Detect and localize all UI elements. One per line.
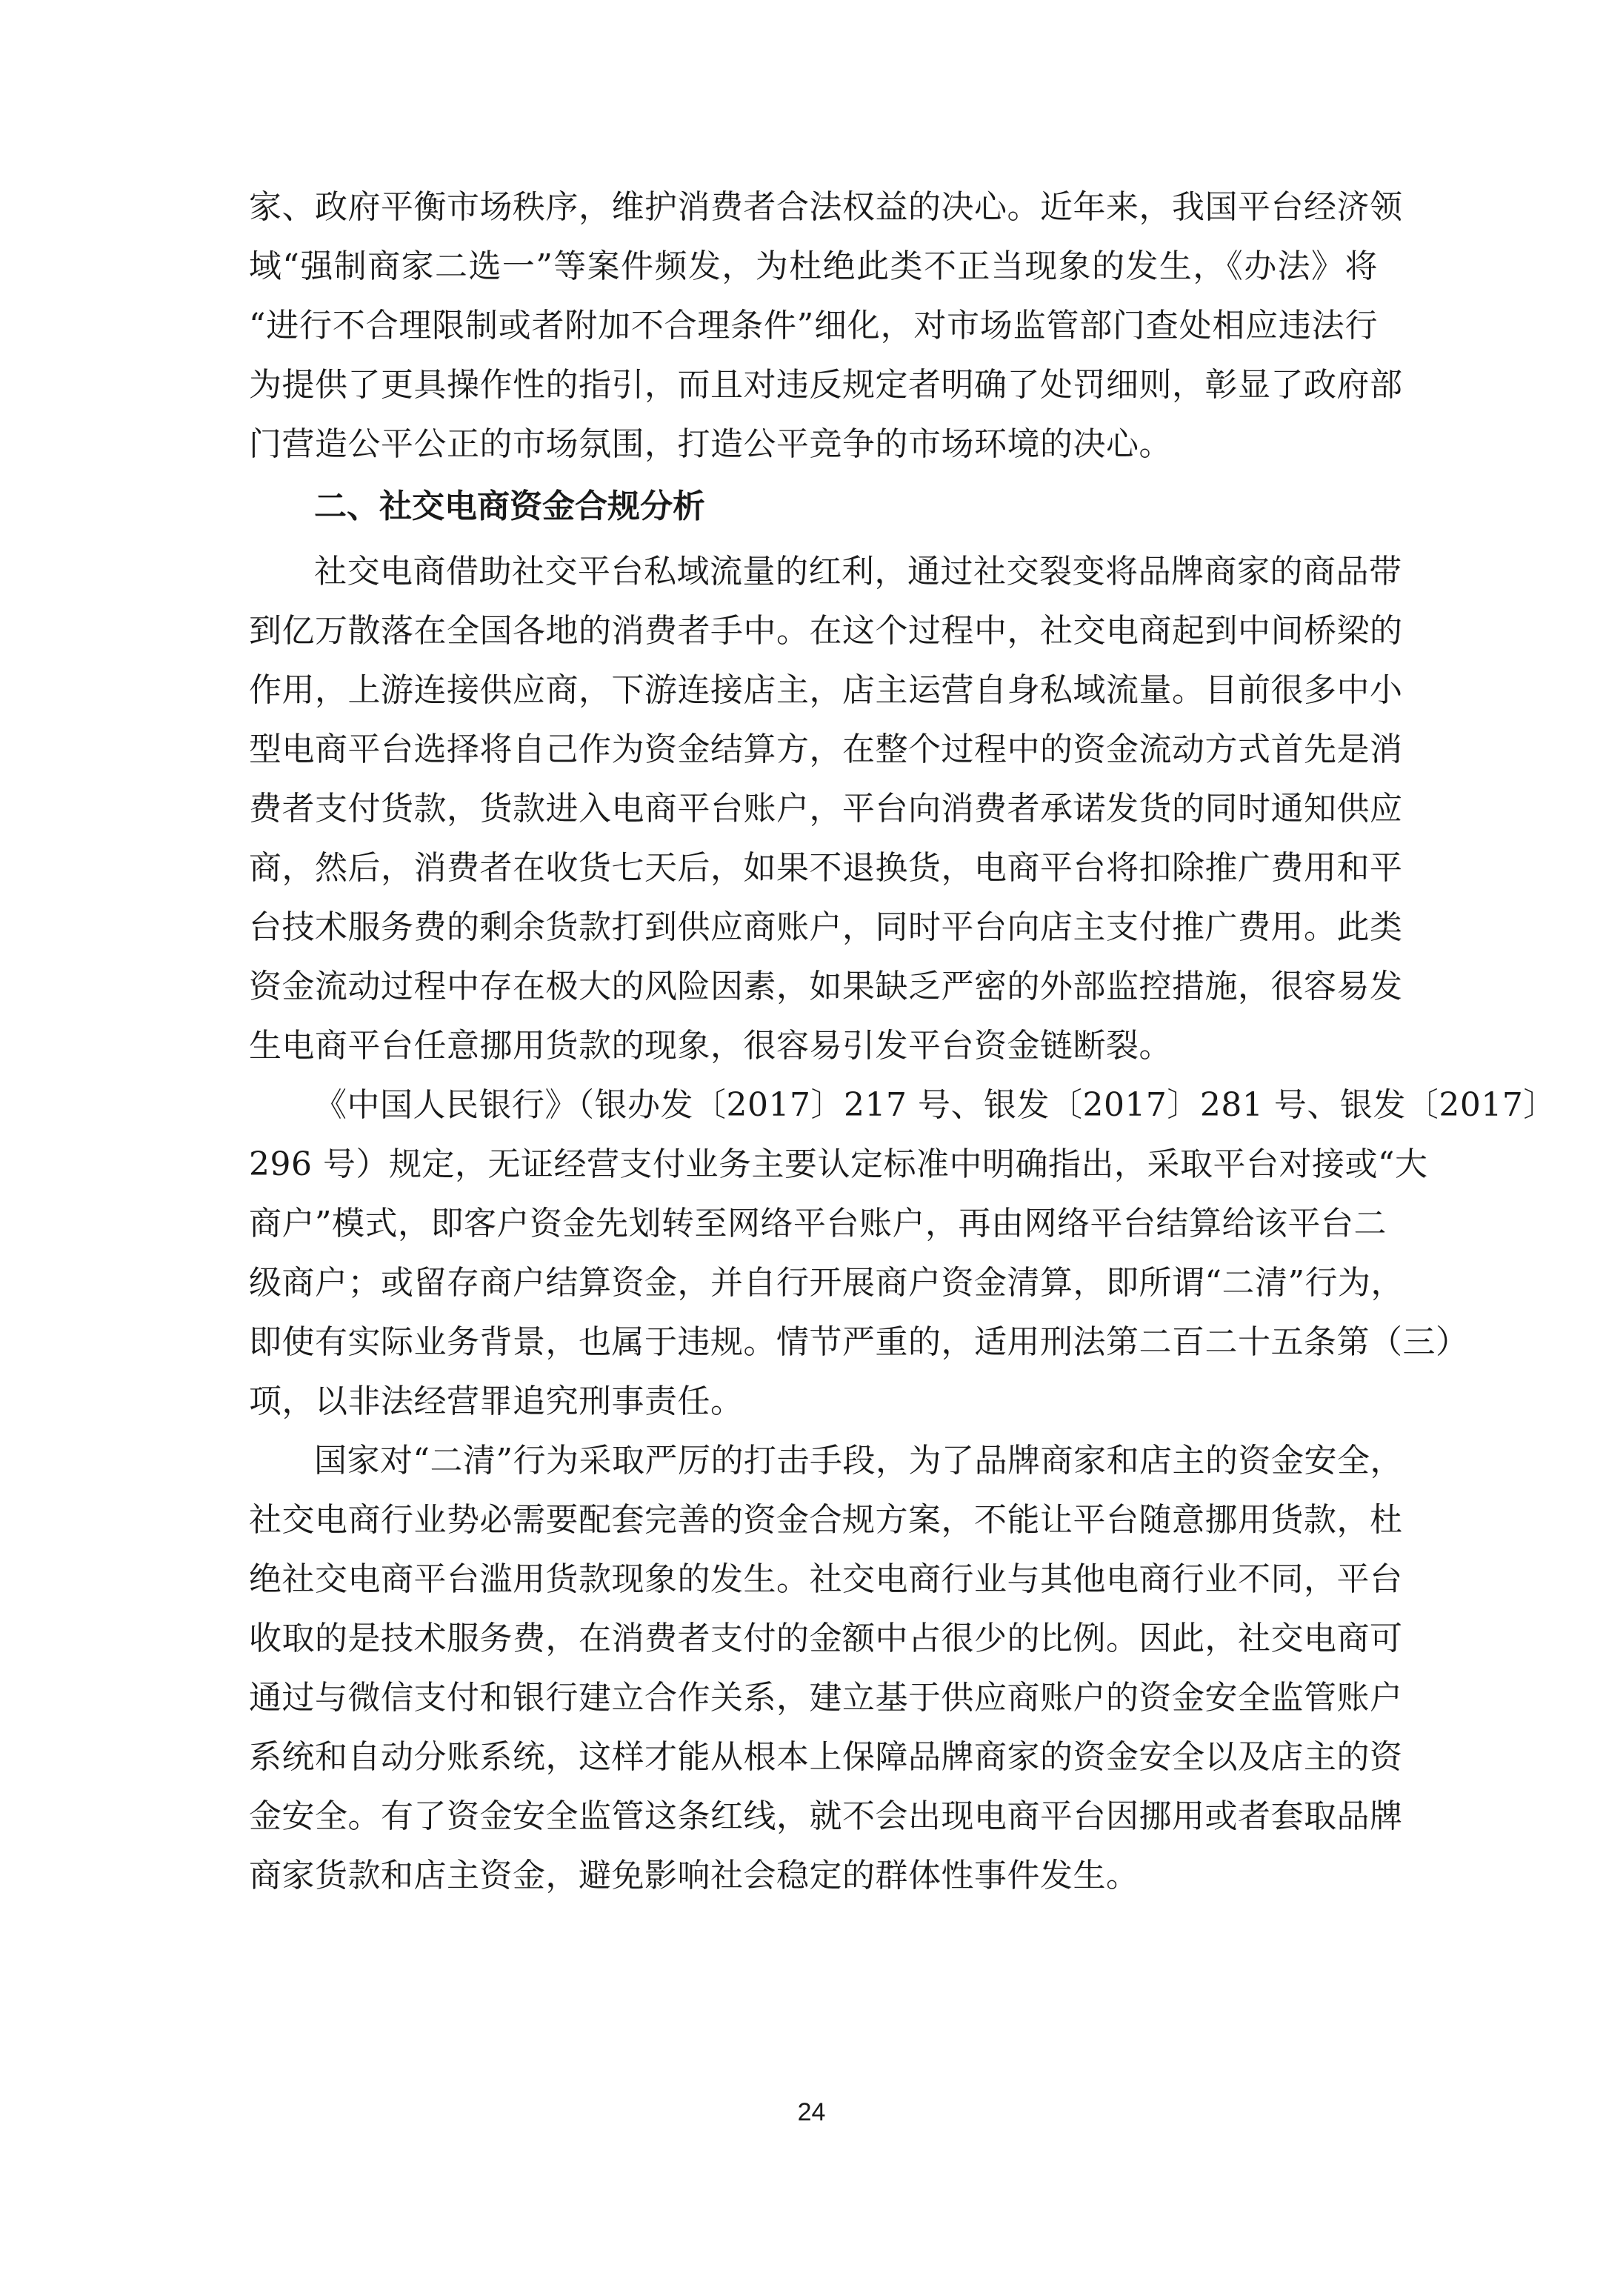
text-line: 费者支付货款，货款进入电商平台账户，平台向消费者承诺发货的同时通知供应 xyxy=(249,790,1403,828)
text-line: 金安全。有了资金安全监管这条红线，就不会出现电商平台因挪用或者套取品牌 xyxy=(249,1797,1403,1835)
text-line: 商，然后，消费者在收货七天后，如果不退换货，电商平台将扣除推广费用和平 xyxy=(249,849,1403,887)
text-line: 《中国人民银行》（银办发〔2017〕217 号、银发〔2017〕281 号、银发〔2017〕 xyxy=(314,1086,1556,1124)
text-line: 社交电商行业势必需要配套完善的资金合规方案，不能让平台随意挪用货款，杜 xyxy=(249,1501,1403,1539)
text-line: 为提供了更具操作性的指引，而且对违反规定者明确了处罚细则，彰显了政府部 xyxy=(249,366,1403,404)
text-line: 通过与微信支付和银行建立合作关系，建立基于供应商账户的资金安全监管账户 xyxy=(249,1679,1403,1717)
text-line: 家、政府平衡市场秩序，维护消费者合法权益的决心。近年来，我国平台经济领 xyxy=(249,188,1403,226)
text-line: “进行不合理限制或者附加不合理条件”细化，对市场监管部门查处相应违法行 xyxy=(249,307,1378,345)
section-heading: 二、社交电商资金合规分析 xyxy=(314,488,705,525)
text-line: 台技术服务费的剩余货款打到供应商账户，同时平台向店主支付推广费用。此类 xyxy=(249,908,1403,946)
text-line: 资金流动过程中存在极大的风险因素，如果缺乏严密的外部监控措施，很容易发 xyxy=(249,968,1403,1005)
text-line: 国家对“二清”行为采取严厉的打击手段，为了品牌商家和店主的资金安全， xyxy=(314,1442,1403,1480)
text-line: 商家货款和店主资金，避免影响社会稳定的群体性事件发生。 xyxy=(249,1857,1139,1894)
text-line: 域“强制商家二选一”等案件频发，为杜绝此类不正当现象的发生，《办法》将 xyxy=(249,247,1378,285)
text-line: 商户”模式，即客户资金先划转至网络平台账户，再由网络平台结算给该平台二 xyxy=(249,1205,1387,1242)
paragraph-3 xyxy=(249,1076,1556,1431)
text-line: 级商户；或留存商户结算资金，并自行开展商户资金清算，即所谓“二清”行为， xyxy=(249,1264,1404,1302)
text-line: 系统和自动分账系统，这样才能从根本上保障品牌商家的资金安全以及店主的资 xyxy=(249,1738,1403,1776)
text-line: 作用，上游连接供应商，下游连接店主，店主运营自身私域流量。目前很多中小 xyxy=(249,671,1403,709)
text-line: 到亿万散落在全国各地的消费者手中。在这个过程中，社交电商起到中间桥梁的 xyxy=(249,612,1403,650)
paragraph-2 xyxy=(249,542,1403,1076)
text-line: 型电商平台选择将自己作为资金结算方，在整个过程中的资金流动方式首先是消 xyxy=(249,731,1403,768)
text-line: 社交电商借助社交平台私域流量的红利，通过社交裂变将品牌商家的商品带 xyxy=(314,553,1402,590)
text-line: 绝社交电商平台滥用货款现象的发生。社交电商行业与其他电商行业不同，平台 xyxy=(249,1560,1403,1598)
text-line: 门营造公平公正的市场氛围，打造公平竞争的市场环境的决心。 xyxy=(249,425,1172,463)
text-line: 即使有实际业务背景，也属于违规。情节严重的，适用刑法第二百二十五条第（三） xyxy=(249,1323,1469,1361)
text-line: 生电商平台任意挪用货款的现象，很容易引发平台资金链断裂。 xyxy=(249,1027,1172,1065)
text-line: 296 号）规定，无证经营支付业务主要认定标准中明确指出，采取平台对接或“大 xyxy=(249,1145,1428,1183)
text-line: 项，以非法经营罪追究刑事责任。 xyxy=(249,1382,744,1420)
text-line: 收取的是技术服务费，在消费者支付的金额中占很少的比例。因此，社交电商可 xyxy=(249,1620,1403,1657)
page-body xyxy=(249,178,1556,1906)
paragraph-1 xyxy=(249,178,1403,474)
page-number: 24 xyxy=(797,2098,826,2126)
paragraph-4 xyxy=(249,1431,1403,1906)
